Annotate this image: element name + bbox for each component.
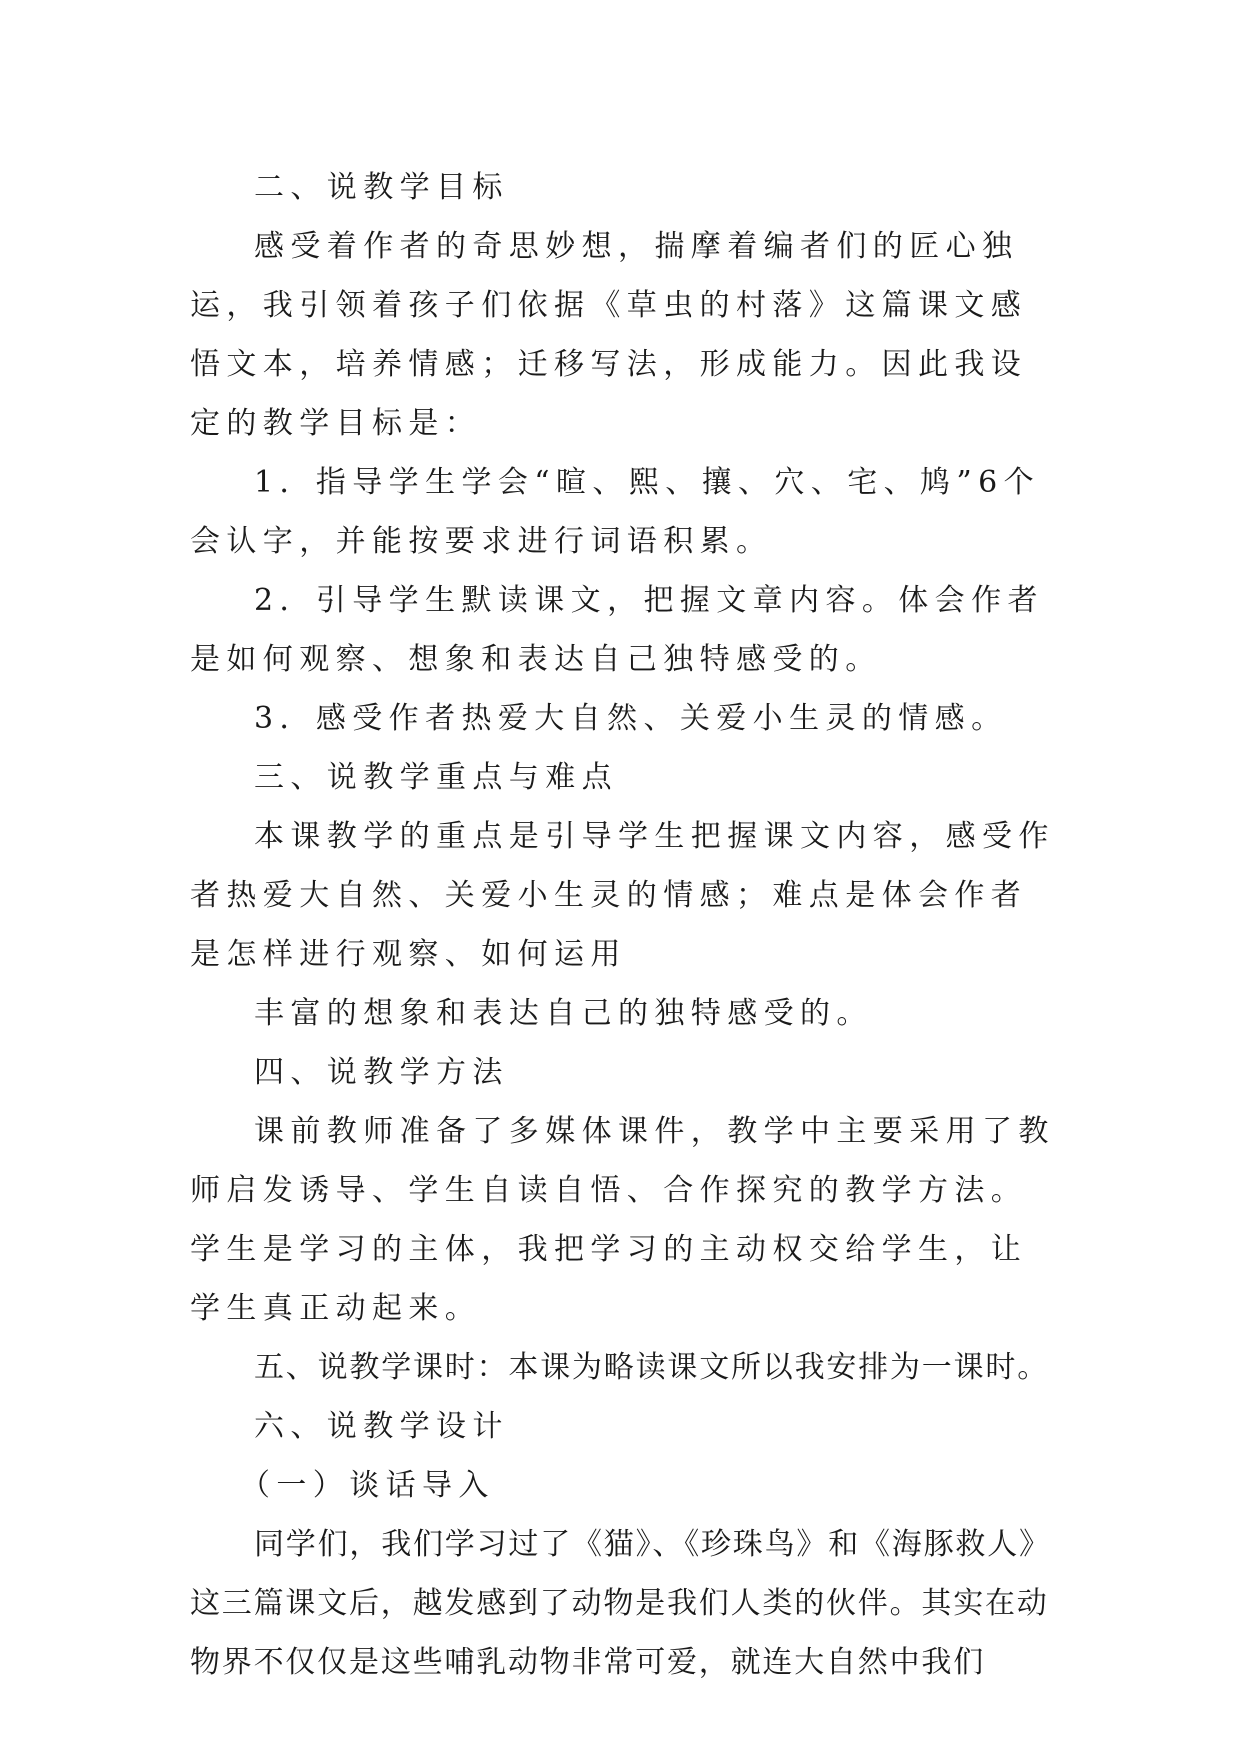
section-heading-design: 六、说教学设计 <box>254 1409 509 1444</box>
paragraph-key-points-continued: 丰富的想象和表达自己的独特感受的。 <box>254 996 873 1031</box>
list-item-goal-3: 3．感受作者热爱大自然、关爱小生灵的情感。 <box>254 701 1008 736</box>
list-item-goal-1: 1．指导学生学会“暄、熙、攘、穴、宅、鸠”6个会认字，并能按要求进行词语积累。 <box>190 465 1041 559</box>
paragraph-methods: 课前教师准备了多媒体课件，教学中主要采用了教师启发诱导、学生自读自悟、合作探究的教学方法。学生是学习的主体，我把学习的主动权交给学生，让学生真正动起来。 <box>190 1114 1055 1326</box>
paragraph-key-points: 本课教学的重点是引导学生把握课文内容，感受作者热爱大自然、关爱小生灵的情感；难点是体会作者是怎样进行观察、如何运用 <box>190 819 1055 972</box>
list-item-goal-2: 2．引导学生默读课文，把握文章内容。体会作者是如何观察、想象和表达自己独特感受的。 <box>190 583 1044 677</box>
section-heading-methods: 四、说教学方法 <box>254 1055 509 1090</box>
section-heading-class-hours: 五、说教学课时：本课为略读课文所以我安排为一课时。 <box>254 1350 1049 1385</box>
section-heading-key-points: 三、说教学重点与难点 <box>254 760 618 795</box>
document-body <box>190 158 1060 1692</box>
paragraph-goals-intro: 感受着作者的奇思妙想，揣摩着编者们的匠心独运，我引领着孩子们依据《草虫的村落》这篇课文感悟文本，培养情感；迁移写法，形成能力。因此我设定的教学目标是： <box>190 229 1028 441</box>
subsection-heading-intro-talk: （一）谈话导入 <box>240 1468 495 1503</box>
paragraph-intro-talk: 同学们，我们学习过了《猫》、《珍珠鸟》和《海豚救人》这三篇课文后，越发感到了动物是我们人类的伙伴。其实在动物界不仅仅是这些哺乳动物非常可爱，就连大自然中我们 <box>190 1527 1051 1680</box>
section-heading-teaching-goals: 二、说教学目标 <box>254 170 509 205</box>
